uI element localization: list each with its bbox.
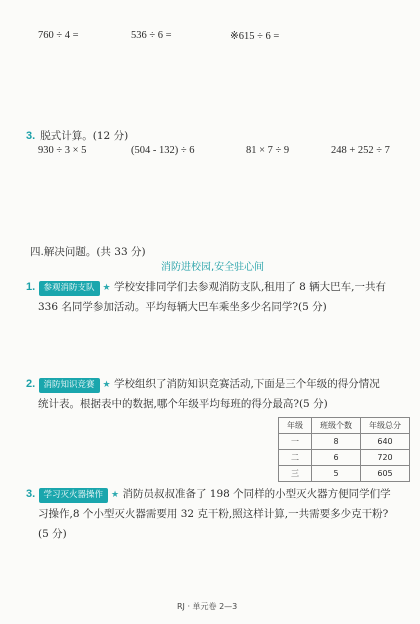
section3-number: 3.: [26, 130, 36, 142]
q2-line1: [26, 376, 380, 393]
q3-text-1: 消防员叔叔准备了 198 个同样的小型灭火器方便同学们学: [122, 488, 391, 500]
section3-title: 脱式计算。(12 分): [40, 130, 129, 142]
q2-text-2: 统计表。根据表中的数据,哪个年级平均每班的得分最高?(5 分): [38, 398, 328, 410]
table-cell: 三: [279, 466, 312, 482]
table-row: [279, 434, 410, 450]
q1-number: 1.: [26, 281, 36, 293]
table-cell: 605: [361, 466, 410, 482]
section3-heading: [26, 124, 128, 143]
table-cell: 一: [279, 434, 312, 450]
table-header-row: [279, 418, 410, 434]
q3-badge: 学习灭火器操作: [39, 488, 109, 503]
problem-3: 81 × 7 ÷ 9: [246, 145, 290, 156]
q1-line1: [26, 279, 386, 296]
table-cell: 640: [361, 434, 410, 450]
table-cell: 二: [279, 450, 312, 466]
star-icon: ★: [102, 380, 111, 390]
table-row: [279, 466, 410, 482]
q2-badge: 消防知识竞赛: [39, 378, 100, 393]
q3-text-3: (5 分): [38, 528, 67, 540]
section4-heading: [30, 240, 146, 259]
problem-2: (504 - 132) ÷ 6: [131, 145, 195, 156]
table-cell: 8: [312, 434, 361, 450]
section4-title: .解决问题。(共 33 分): [40, 246, 146, 258]
star-icon: ★: [111, 490, 120, 500]
table-header: 班级个数: [312, 418, 361, 434]
problem-1: 930 ÷ 3 × 5: [38, 145, 87, 156]
q2-text-1: 学校组织了消防知识竞赛活动,下面是三个年级的得分情况: [113, 378, 380, 390]
table-row: [279, 450, 410, 466]
q3-number: 3.: [26, 488, 36, 500]
theme-title: 消防进校园,安全驻心间: [161, 262, 265, 273]
table-cell: 6: [312, 450, 361, 466]
problem-4: 248 + 252 ÷ 7: [331, 145, 390, 156]
table-header: 年级总分: [361, 418, 410, 434]
q2-number: 2.: [26, 378, 36, 390]
calc-item-1: 760 ÷ 4 =: [38, 30, 79, 41]
score-table: [278, 417, 410, 482]
calc-item-3: ※615 ÷ 6 =: [230, 31, 280, 42]
q3-line1: [26, 486, 391, 503]
q1-text-2: 336 名同学参加活动。平均每辆大巴车乘坐多少名同学?(5 分): [38, 301, 327, 313]
table-header: 年级: [279, 418, 312, 434]
page-footer: RJ · 单元卷 2—3: [177, 602, 238, 611]
section4-number: 四: [30, 246, 41, 258]
calc-item-2: 536 ÷ 6 =: [131, 30, 172, 41]
table-cell: 720: [361, 450, 410, 466]
table-cell: 5: [312, 466, 361, 482]
q3-text-2: 习操作,8 个小型灭火器需要用 32 克干粉,照这样计算,一共需要多少克干粉?: [38, 508, 389, 520]
star-icon: ★: [102, 283, 111, 293]
q1-badge: 参观消防支队: [39, 281, 100, 296]
q1-text-1: 学校安排同学们去参观消防支队,租用了 8 辆大巴车,一共有: [113, 281, 386, 293]
